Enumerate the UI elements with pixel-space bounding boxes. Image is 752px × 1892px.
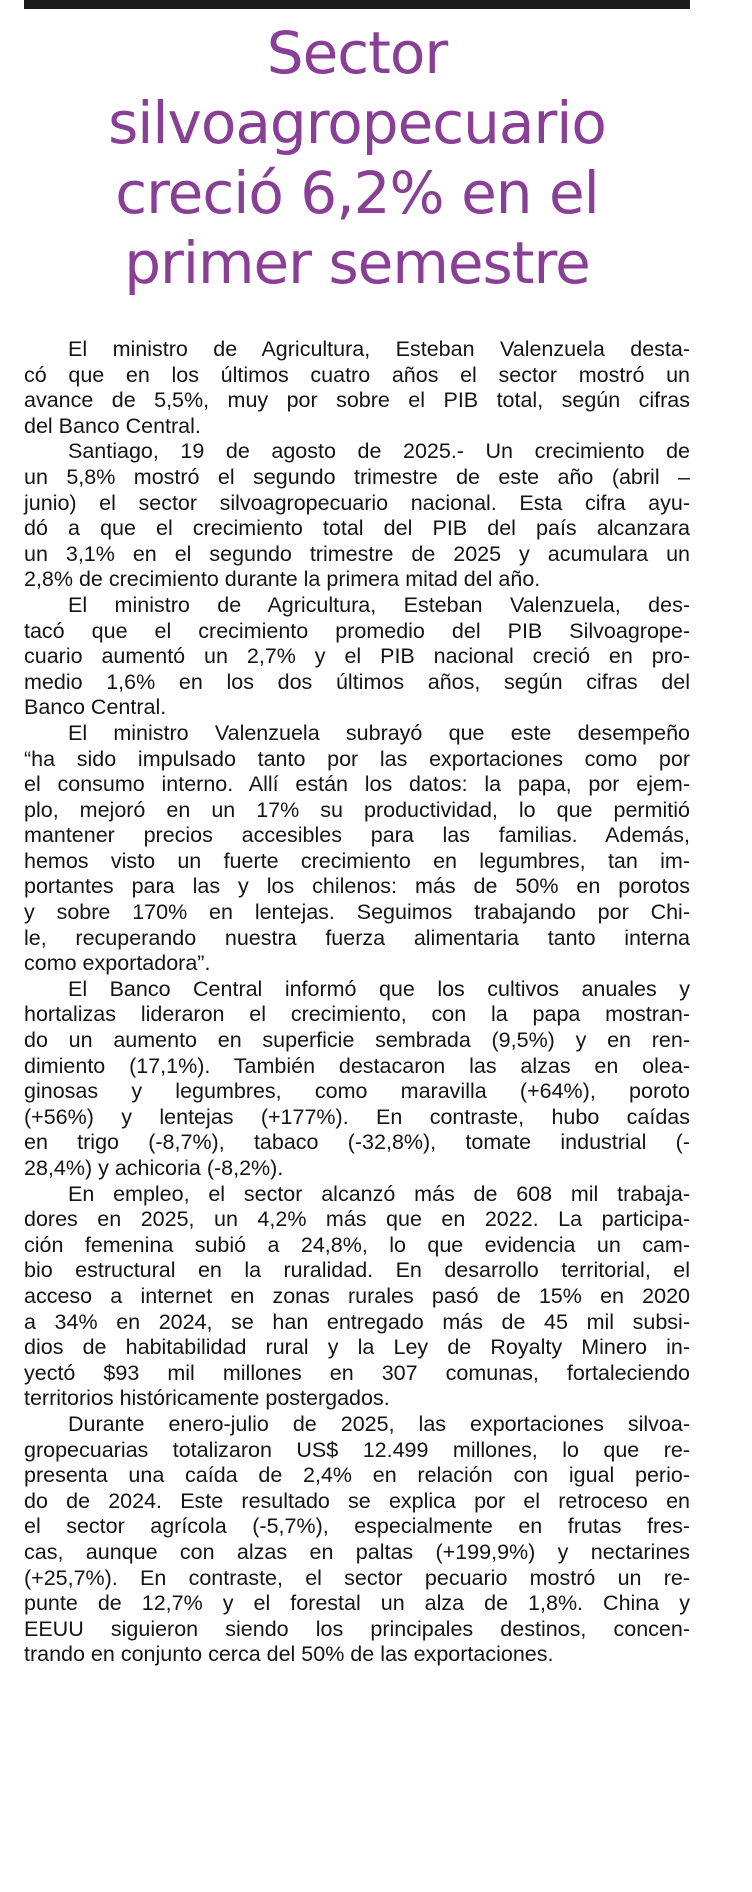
headline bbox=[24, 18, 690, 298]
paragraph-line: dó a que el crecimiento total del PIB del país alcanzara bbox=[24, 516, 690, 541]
paragraph-line: le, recuperando nuestra fuerza alimentaria tanto interna bbox=[24, 925, 690, 950]
paragraph-line: avance de 5,5%, muy por sobre el PIB total, según cifras bbox=[24, 388, 690, 413]
paragraph-line: hemos visto un fuerte crecimiento en legumbres, tan im- bbox=[24, 848, 690, 873]
article-paragraph bbox=[24, 337, 690, 439]
headline-line: primer semestre bbox=[124, 229, 590, 297]
paragraph-line: medio 1,6% en los dos últimos años, según cifras del bbox=[24, 669, 690, 694]
headline-line: silvoagropecuario bbox=[108, 89, 606, 157]
paragraph-line: dimiento (17,1%). También destacaron las alzas en olea- bbox=[24, 1053, 690, 1078]
paragraph-line: (+25,7%). En contraste, el sector pecuario mostró un re- bbox=[24, 1565, 690, 1590]
paragraph-line: do de 2024. Este resultado se explica por el retroceso en bbox=[24, 1488, 690, 1513]
paragraph-line: El ministro de Agricultura, Esteban Valenzuela desta- bbox=[68, 337, 690, 361]
paragraph-line: tacó que el crecimiento promedio del PIB Silvoagrope- bbox=[24, 618, 690, 643]
paragraph-line: dios de habitabilidad rural y la Ley de Royalty Minero in- bbox=[24, 1335, 690, 1360]
paragraph-line: do un aumento en superficie sembrada (9,5%) y en ren- bbox=[24, 1028, 690, 1053]
paragraph-line: cas, aunque con alzas en paltas (+199,9%) y nectarines bbox=[24, 1539, 690, 1564]
paragraph-line: presenta una caída de 2,4% en relación con igual perio- bbox=[24, 1463, 690, 1488]
paragraph-line: del Banco Central. bbox=[24, 413, 201, 438]
paragraph-line: el sector agrícola (-5,7%), especialmente en frutas fres- bbox=[24, 1514, 690, 1539]
paragraph-line: en trigo (-8,7%), tabaco (-32,8%), tomate industrial (- bbox=[24, 1130, 690, 1155]
paragraph-line: Banco Central. bbox=[24, 695, 167, 720]
paragraph-line: Durante enero-julio de 2025, las exportaciones silvoa- bbox=[68, 1411, 690, 1436]
paragraph-line: acceso a internet en zonas rurales pasó de 15% en 2020 bbox=[24, 1283, 690, 1308]
paragraph-line: En empleo, el sector alcanzó más de 608 mil trabaja- bbox=[68, 1181, 690, 1206]
paragraph-line: trando en conjunto cerca del 50% de las exportaciones. bbox=[24, 1642, 554, 1667]
paragraph-line: a 34% en 2024, se han entregado más de 45 mil subsi- bbox=[24, 1309, 690, 1334]
article-paragraph bbox=[24, 1412, 690, 1668]
paragraph-line: ginosas y legumbres, como maravilla (+64%), poroto bbox=[24, 1079, 690, 1104]
paragraph-line: junio) el sector silvoagropecuario nacional. Esta cifra ayu- bbox=[24, 490, 690, 515]
article-paragraph bbox=[24, 977, 690, 1182]
top-rule bbox=[24, 0, 690, 9]
article-paragraph bbox=[24, 593, 690, 721]
paragraph-line: portantes para las y los chilenos: más de 50% en porotos bbox=[24, 874, 690, 899]
paragraph-line: Santiago, 19 de agosto de 2025.- Un crecimiento de bbox=[68, 439, 690, 464]
paragraph-line: có que en los últimos cuatro años el sector mostró un bbox=[24, 362, 690, 387]
article-body bbox=[24, 337, 690, 1668]
paragraph-line: un 5,8% mostró el segundo trimestre de este año (abril – bbox=[24, 464, 690, 489]
paragraph-line: el consumo interno. Allí están los datos: la papa, por ejem- bbox=[24, 772, 690, 797]
paragraph-line: ción femenina subió a 24,8%, lo que evidencia un cam- bbox=[24, 1232, 690, 1257]
paragraph-line: mantener precios accesibles para las familias. Además, bbox=[24, 823, 690, 848]
paragraph-line: plo, mejoró en un 17% su productividad, lo que permitió bbox=[24, 797, 690, 822]
paragraph-line: El ministro Valenzuela subrayó que este desempeño bbox=[68, 720, 690, 745]
article-paragraph bbox=[24, 439, 690, 593]
article-paragraph bbox=[24, 1182, 690, 1412]
paragraph-line: 28,4%) y achicoria (-8,2%). bbox=[24, 1156, 284, 1180]
paragraph-line: El ministro de Agricultura, Esteban Valenzuela, des- bbox=[68, 592, 690, 617]
paragraph-line: y sobre 170% en lentejas. Seguimos trabajando por Chi- bbox=[24, 900, 690, 925]
paragraph-line: 2,8% de crecimiento durante la primera mitad del año. bbox=[24, 567, 541, 592]
paragraph-line: un 3,1% en el segundo trimestre de 2025 y acumulara un bbox=[24, 541, 690, 566]
article-paragraph bbox=[24, 721, 690, 977]
paragraph-line: territorios históricamente postergados. bbox=[24, 1386, 390, 1411]
paragraph-line: bio estructural en la ruralidad. En desarrollo territorial, el bbox=[24, 1258, 690, 1283]
headline-line: Sector bbox=[266, 19, 448, 87]
paragraph-line: EEUU siguieron siendo los principales destinos, concen- bbox=[24, 1616, 690, 1641]
paragraph-line: gropecuarias totalizaron US$ 12.499 millones, lo que re- bbox=[24, 1437, 690, 1462]
paragraph-line: hortalizas lideraron el crecimiento, con la papa mostran- bbox=[24, 1002, 690, 1027]
paragraph-line: yectó $93 mil millones en 307 comunas, fortaleciendo bbox=[24, 1360, 690, 1385]
paragraph-line: como exportadora”. bbox=[24, 951, 211, 976]
paragraph-line: (+56%) y lentejas (+177%). En contraste, hubo caídas bbox=[24, 1104, 690, 1129]
headline-line: creció 6,2% en el bbox=[115, 159, 599, 227]
paragraph-line: punte de 12,7% y el forestal un alza de 1,8%. China y bbox=[24, 1591, 690, 1616]
paragraph-line: “ha sido impulsado tanto por las exportaciones como por bbox=[24, 746, 690, 771]
paragraph-line: El Banco Central informó que los cultivos anuales y bbox=[68, 976, 690, 1001]
paragraph-line: dores en 2025, un 4,2% más que en 2022. La participa- bbox=[24, 1207, 690, 1232]
paragraph-line: cuario aumentó un 2,7% y el PIB nacional creció en pro- bbox=[24, 644, 690, 669]
